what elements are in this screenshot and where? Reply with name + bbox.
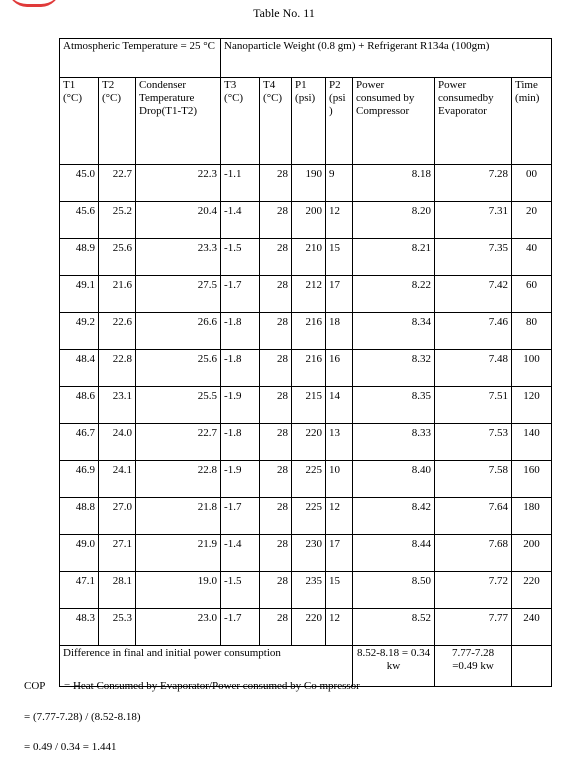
- cell-t2: 23.1: [99, 387, 136, 424]
- cell-t1: 46.9: [60, 461, 99, 498]
- cell-t3: -1.1: [221, 165, 260, 202]
- cell-t2: 24.0: [99, 424, 136, 461]
- cell-condenser-drop: 22.3: [136, 165, 221, 202]
- cell-p1: 230: [292, 535, 326, 572]
- cell-t2: 25.6: [99, 239, 136, 276]
- cell-condenser-drop: 25.6: [136, 350, 221, 387]
- cop-result-line: = 0.49 / 0.34 = 1.441: [24, 741, 117, 753]
- cell-t2: 22.6: [99, 313, 136, 350]
- cell-p2: 16: [326, 350, 353, 387]
- cell-time: 220: [512, 572, 552, 609]
- cell-t1: 49.2: [60, 313, 99, 350]
- column-header-t2: T2 (°C): [99, 78, 136, 165]
- cell-t4: 28: [260, 572, 292, 609]
- cell-t2: 25.3: [99, 609, 136, 646]
- cell-evaporator-power: 7.58: [435, 461, 512, 498]
- cell-p2: 15: [326, 572, 353, 609]
- cell-t3: -1.4: [221, 535, 260, 572]
- cell-condenser-drop: 27.5: [136, 276, 221, 313]
- table-row: [60, 202, 552, 239]
- table-row: [60, 572, 552, 609]
- cell-evaporator-power: 7.68: [435, 535, 512, 572]
- cell-time: 200: [512, 535, 552, 572]
- cell-condenser-drop: 25.5: [136, 387, 221, 424]
- cell-time: 240: [512, 609, 552, 646]
- column-header-p2: P2 (psi ): [326, 78, 353, 165]
- table-caption: Table No. 11: [253, 6, 315, 20]
- cell-compressor-power: 8.18: [353, 165, 435, 202]
- cell-t3: -1.4: [221, 202, 260, 239]
- cell-t2: 28.1: [99, 572, 136, 609]
- cell-compressor-power: 8.44: [353, 535, 435, 572]
- cell-evaporator-power: 7.72: [435, 572, 512, 609]
- table-row: [60, 387, 552, 424]
- cell-time: 80: [512, 313, 552, 350]
- cell-evaporator-power: 7.48: [435, 350, 512, 387]
- table-row: [60, 535, 552, 572]
- cell-time: 140: [512, 424, 552, 461]
- cell-p1: 235: [292, 572, 326, 609]
- cell-t1: 48.6: [60, 387, 99, 424]
- cop-equation-line: [24, 680, 360, 692]
- cell-t3: -1.5: [221, 572, 260, 609]
- data-table: [59, 38, 552, 687]
- atmospheric-temperature-cell: Atmospheric Temperature = 25 °C: [60, 39, 221, 78]
- cell-p1: 216: [292, 350, 326, 387]
- cell-t3: -1.5: [221, 239, 260, 276]
- column-header-t3: T3 (°C): [221, 78, 260, 165]
- cell-t3: -1.8: [221, 313, 260, 350]
- cell-condenser-drop: 20.4: [136, 202, 221, 239]
- cell-p1: 200: [292, 202, 326, 239]
- cell-p1: 225: [292, 461, 326, 498]
- cell-compressor-power: 8.50: [353, 572, 435, 609]
- cell-p2: 12: [326, 498, 353, 535]
- cell-time: 120: [512, 387, 552, 424]
- cop-label: COP: [24, 680, 46, 692]
- cell-t3: -1.7: [221, 498, 260, 535]
- header-group-row: [60, 39, 552, 78]
- table-row: [60, 609, 552, 646]
- cell-evaporator-power: 7.53: [435, 424, 512, 461]
- cell-time: 160: [512, 461, 552, 498]
- cell-condenser-drop: 22.7: [136, 424, 221, 461]
- cell-condenser-drop: 19.0: [136, 572, 221, 609]
- cell-compressor-power: 8.40: [353, 461, 435, 498]
- cell-t2: 22.7: [99, 165, 136, 202]
- cell-condenser-drop: 26.6: [136, 313, 221, 350]
- difference-label: Difference in final and initial power consumption: [60, 646, 353, 687]
- cell-condenser-drop: 21.9: [136, 535, 221, 572]
- cell-t1: 48.9: [60, 239, 99, 276]
- column-header-time: Time (min): [512, 78, 552, 165]
- cell-time: 180: [512, 498, 552, 535]
- cell-p2: 17: [326, 276, 353, 313]
- cell-p1: 225: [292, 498, 326, 535]
- cell-t2: 27.0: [99, 498, 136, 535]
- cell-time: 60: [512, 276, 552, 313]
- cell-t4: 28: [260, 387, 292, 424]
- cell-evaporator-power: 7.35: [435, 239, 512, 276]
- cell-p1: 210: [292, 239, 326, 276]
- column-header-compressor-power: Power consumed by Compressor: [353, 78, 435, 165]
- table-row: [60, 350, 552, 387]
- cell-t2: 27.1: [99, 535, 136, 572]
- cell-p1: 215: [292, 387, 326, 424]
- cell-compressor-power: 8.33: [353, 424, 435, 461]
- cell-t3: -1.9: [221, 461, 260, 498]
- nanoparticle-weight-cell: Nanoparticle Weight (0.8 gm) + Refrigerant R134a (100gm): [221, 39, 552, 78]
- cell-p2: 15: [326, 239, 353, 276]
- cell-t3: -1.7: [221, 609, 260, 646]
- cell-p2: 10: [326, 461, 353, 498]
- cell-t1: 48.8: [60, 498, 99, 535]
- cell-t1: 48.4: [60, 350, 99, 387]
- cell-condenser-drop: 22.8: [136, 461, 221, 498]
- cell-t4: 28: [260, 202, 292, 239]
- cell-p1: 220: [292, 609, 326, 646]
- cell-t3: -1.8: [221, 350, 260, 387]
- cell-t4: 28: [260, 498, 292, 535]
- cell-time: 20: [512, 202, 552, 239]
- cell-p1: 220: [292, 424, 326, 461]
- column-header-row: [60, 78, 552, 165]
- cell-t4: 28: [260, 535, 292, 572]
- table-row: [60, 313, 552, 350]
- cell-evaporator-power: 7.31: [435, 202, 512, 239]
- cell-t4: 28: [260, 609, 292, 646]
- cell-t4: 28: [260, 276, 292, 313]
- cell-t1: 45.0: [60, 165, 99, 202]
- cell-t1: 49.1: [60, 276, 99, 313]
- difference-compressor: 8.52-8.18 = 0.34 kw: [353, 646, 435, 687]
- cell-evaporator-power: 7.51: [435, 387, 512, 424]
- cell-t2: 24.1: [99, 461, 136, 498]
- table-row: [60, 165, 552, 202]
- cell-p2: 14: [326, 387, 353, 424]
- cell-p2: 9: [326, 165, 353, 202]
- cell-t4: 28: [260, 350, 292, 387]
- cell-condenser-drop: 21.8: [136, 498, 221, 535]
- cell-t4: 28: [260, 424, 292, 461]
- cell-t4: 28: [260, 165, 292, 202]
- column-header-condenser-drop: Condenser Temperature Drop(T1-T2): [136, 78, 221, 165]
- cell-t3: -1.9: [221, 387, 260, 424]
- cell-p2: 17: [326, 535, 353, 572]
- cell-compressor-power: 8.34: [353, 313, 435, 350]
- cell-time: 40: [512, 239, 552, 276]
- cell-compressor-power: 8.42: [353, 498, 435, 535]
- cop-substitution-line: = (7.77-7.28) / (8.52-8.18): [24, 711, 141, 723]
- cell-t3: -1.7: [221, 276, 260, 313]
- cell-p2: 13: [326, 424, 353, 461]
- cell-compressor-power: 8.21: [353, 239, 435, 276]
- cell-compressor-power: 8.35: [353, 387, 435, 424]
- cell-t4: 28: [260, 313, 292, 350]
- cell-t1: 49.0: [60, 535, 99, 572]
- table-row: [60, 461, 552, 498]
- difference-evaporator: 7.77-7.28 =0.49 kw: [435, 646, 512, 687]
- cell-p2: 18: [326, 313, 353, 350]
- cell-t4: 28: [260, 239, 292, 276]
- cell-evaporator-power: 7.46: [435, 313, 512, 350]
- table-row: [60, 239, 552, 276]
- cop-definition: = Heat Consumed by Evaporator/Power consumed by Co mpressor: [64, 680, 360, 692]
- column-header-evaporator-power: Power consumedby Evaporator: [435, 78, 512, 165]
- cell-evaporator-power: 7.28: [435, 165, 512, 202]
- cell-p1: 216: [292, 313, 326, 350]
- cell-t4: 28: [260, 461, 292, 498]
- cell-t1: 48.3: [60, 609, 99, 646]
- cell-compressor-power: 8.20: [353, 202, 435, 239]
- cell-p1: 212: [292, 276, 326, 313]
- cell-t1: 45.6: [60, 202, 99, 239]
- cell-time: 100: [512, 350, 552, 387]
- table-row: [60, 498, 552, 535]
- cell-evaporator-power: 7.64: [435, 498, 512, 535]
- cell-time: 00: [512, 165, 552, 202]
- cell-t2: 22.8: [99, 350, 136, 387]
- cell-p2: 12: [326, 609, 353, 646]
- cell-compressor-power: 8.22: [353, 276, 435, 313]
- cell-t1: 46.7: [60, 424, 99, 461]
- cell-evaporator-power: 7.42: [435, 276, 512, 313]
- cell-compressor-power: 8.32: [353, 350, 435, 387]
- cell-t2: 21.6: [99, 276, 136, 313]
- column-header-t4: T4 (°C): [260, 78, 292, 165]
- cell-p1: 190: [292, 165, 326, 202]
- cell-evaporator-power: 7.77: [435, 609, 512, 646]
- cell-condenser-drop: 23.0: [136, 609, 221, 646]
- cell-t2: 25.2: [99, 202, 136, 239]
- column-header-p1: P1 (psi): [292, 78, 326, 165]
- cell-condenser-drop: 23.3: [136, 239, 221, 276]
- cell-compressor-power: 8.52: [353, 609, 435, 646]
- table-row: [60, 424, 552, 461]
- cell-t1: 47.1: [60, 572, 99, 609]
- table-row: [60, 276, 552, 313]
- cell-t3: -1.8: [221, 424, 260, 461]
- difference-empty: [512, 646, 552, 687]
- column-header-t1: T1 (°C): [60, 78, 99, 165]
- cell-p2: 12: [326, 202, 353, 239]
